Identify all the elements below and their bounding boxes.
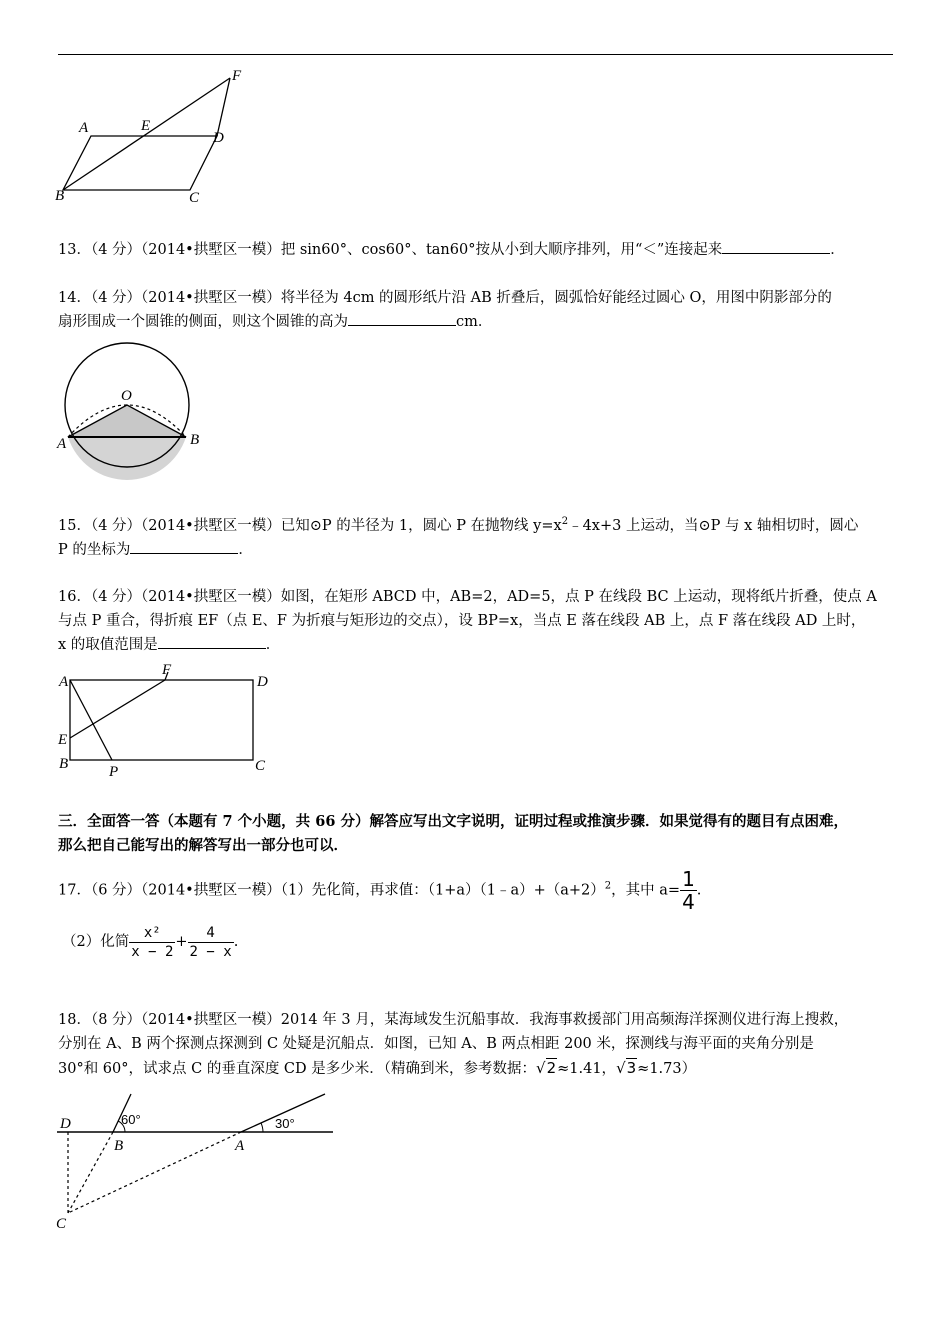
top-rule <box>58 54 893 55</box>
q18-line3 <box>58 1056 898 1081</box>
section-3-heading <box>58 810 898 858</box>
q17-part1b: ，其中 a= <box>611 882 681 899</box>
q17-fraction-a <box>680 868 697 913</box>
q16-line1: 16．（4 分）（2014•拱墅区一模）如图，在矩形 ABCD 中，AB=2，AD=5，点 P 在线段 BC 上运动，现将纸片折叠，使点 A <box>58 589 877 605</box>
question-16 <box>58 585 898 657</box>
label-C: C <box>56 1216 67 1232</box>
q18-approx1: ≈1.41， <box>557 1061 617 1077</box>
q17-sup: 2 <box>604 880 612 892</box>
q15-sup: 2 <box>561 516 569 527</box>
label-F: F <box>232 68 242 84</box>
figure-parallelogram <box>55 66 255 208</box>
sqrt-2: √2 <box>536 1059 557 1077</box>
label-E: E <box>58 732 68 748</box>
label-A: A <box>235 1138 245 1154</box>
q15-text2: P 的坐标为 <box>58 541 131 558</box>
label-E: E <box>141 118 151 134</box>
figure-rectangle-fold <box>55 660 285 782</box>
q15-line2 <box>58 538 898 562</box>
q17-part1-text: 17．（6 分）（2014•拱墅区一模）（1）先化简，再求值：（1+a）（1﹣a）+（a+2） <box>58 882 605 899</box>
section-3-line2: 那么把自己能写出的解答写出一部分也可以． <box>58 837 348 854</box>
label-F: F <box>162 662 172 678</box>
angle-60-label: 60° <box>121 1112 141 1127</box>
question-17-part2 <box>58 922 898 962</box>
q16-line2: 与点 P 重合，得折痕 EF（点 E、F 为折痕与矩形边的交点），设 BP=x，当点 E 落在线段 AB 上，点 F 落在线段 AD 上时， <box>58 613 866 629</box>
q14-tail: cm． <box>456 314 493 330</box>
q15-line1 <box>58 510 898 538</box>
q18-text3a: 30°和 60°，试求点 C 的垂直深度 CD 是多少米．（精确到米，参考数据： <box>58 1061 537 1077</box>
question-15 <box>58 510 898 562</box>
label-C: C <box>255 758 266 774</box>
q14-line2 <box>58 310 898 334</box>
sqrt-2-radicand: 2 <box>546 1059 557 1077</box>
sqrt-3: √3 <box>616 1059 637 1077</box>
q17-part1c: . <box>696 882 702 899</box>
label-B: B <box>114 1138 124 1154</box>
label-D: D <box>60 1116 71 1132</box>
q17-frac-num: 1 <box>682 867 695 891</box>
label-D: D <box>257 674 268 690</box>
q17-part2c: . <box>233 934 239 950</box>
q17-plus: + <box>175 934 188 950</box>
q18-line1: 18．（8 分）（2014•拱墅区一模）2014 年 3 月，某海域发生沉船事故．我海事救援部门用高频海洋探测仪进行海上搜救， <box>58 1012 849 1028</box>
q16-line3 <box>58 633 898 657</box>
q16-tail: ． <box>265 637 281 653</box>
figure-sea-detection <box>55 1088 340 1234</box>
q17-f1-num: x² <box>129 924 175 943</box>
q15-text1b: ﹣4x+3 上运动，当⊙P 与 x 轴相切时，圆心 <box>568 517 859 534</box>
q13-text: 13．（4 分）（2014•拱墅区一模）把 sin60°、cos60°、tan60°按从小到大顺序排列，用“＜”连接起来 <box>58 242 723 258</box>
q18-line2: 分别在 A、B 两个探测点探测到 C 处疑是沉船点．如图，已知 A、B 两点相距 200 米，探测线与海平面的夹角分别是 <box>58 1036 814 1052</box>
q13-blank <box>722 239 830 254</box>
label-B: B <box>190 432 200 448</box>
label-B: B <box>55 188 65 204</box>
label-A: A <box>57 436 67 452</box>
q17-part2-text: （2）化简 <box>62 934 130 950</box>
section-3-line1: 三．全面答一答（本题有 7 个小题，共 66 分）解答应写出文字说明，证明过程或推演步骤．如果觉得有的题目有点困难， <box>58 813 848 830</box>
angle-30-label: 30° <box>275 1116 295 1131</box>
q15-tail: ． <box>238 541 253 558</box>
q14-text2: 扇形围成一个圆锥的侧面，则这个圆锥的高为 <box>58 314 348 330</box>
q17-frac-den: 4 <box>682 890 695 914</box>
q18-approx2: ≈1.73） <box>637 1061 697 1077</box>
question-14 <box>58 286 898 334</box>
q17-fraction-1 <box>129 924 175 961</box>
label-A: A <box>59 674 69 690</box>
q17-f2-num: 4 <box>188 924 234 943</box>
label-C: C <box>189 190 200 206</box>
label-D: D <box>213 130 224 146</box>
q15-blank <box>130 539 238 554</box>
label-A: A <box>79 120 89 136</box>
q15-text1a: 15．（4 分）（2014•拱墅区一模）已知⊙P 的半径为 1，圆心 P 在抛物线 y=x <box>58 517 562 534</box>
question-17-part1 <box>58 868 898 913</box>
label-B: B <box>59 756 69 772</box>
q14-line1: 14．（4 分）（2014•拱墅区一模）将半径为 4cm 的圆形纸片沿 AB 折叠后，圆弧恰好能经过圆心 O，用图中阴影部分的 <box>58 290 832 306</box>
q14-blank <box>348 311 456 326</box>
q16-blank <box>158 634 266 649</box>
question-13 <box>58 238 898 262</box>
q17-f1-den: x − 2 <box>131 943 174 960</box>
q17-f2-den: 2 − x <box>189 943 232 960</box>
label-O: O <box>121 388 132 404</box>
label-P: P <box>109 764 119 780</box>
question-18 <box>58 1008 898 1081</box>
q17-fraction-2 <box>188 924 234 961</box>
sqrt-3-radicand: 3 <box>626 1059 637 1077</box>
figure-circle-fold <box>55 336 215 484</box>
q13-tail: ． <box>830 242 845 258</box>
q16-text3: x 的取值范围是 <box>58 637 158 653</box>
